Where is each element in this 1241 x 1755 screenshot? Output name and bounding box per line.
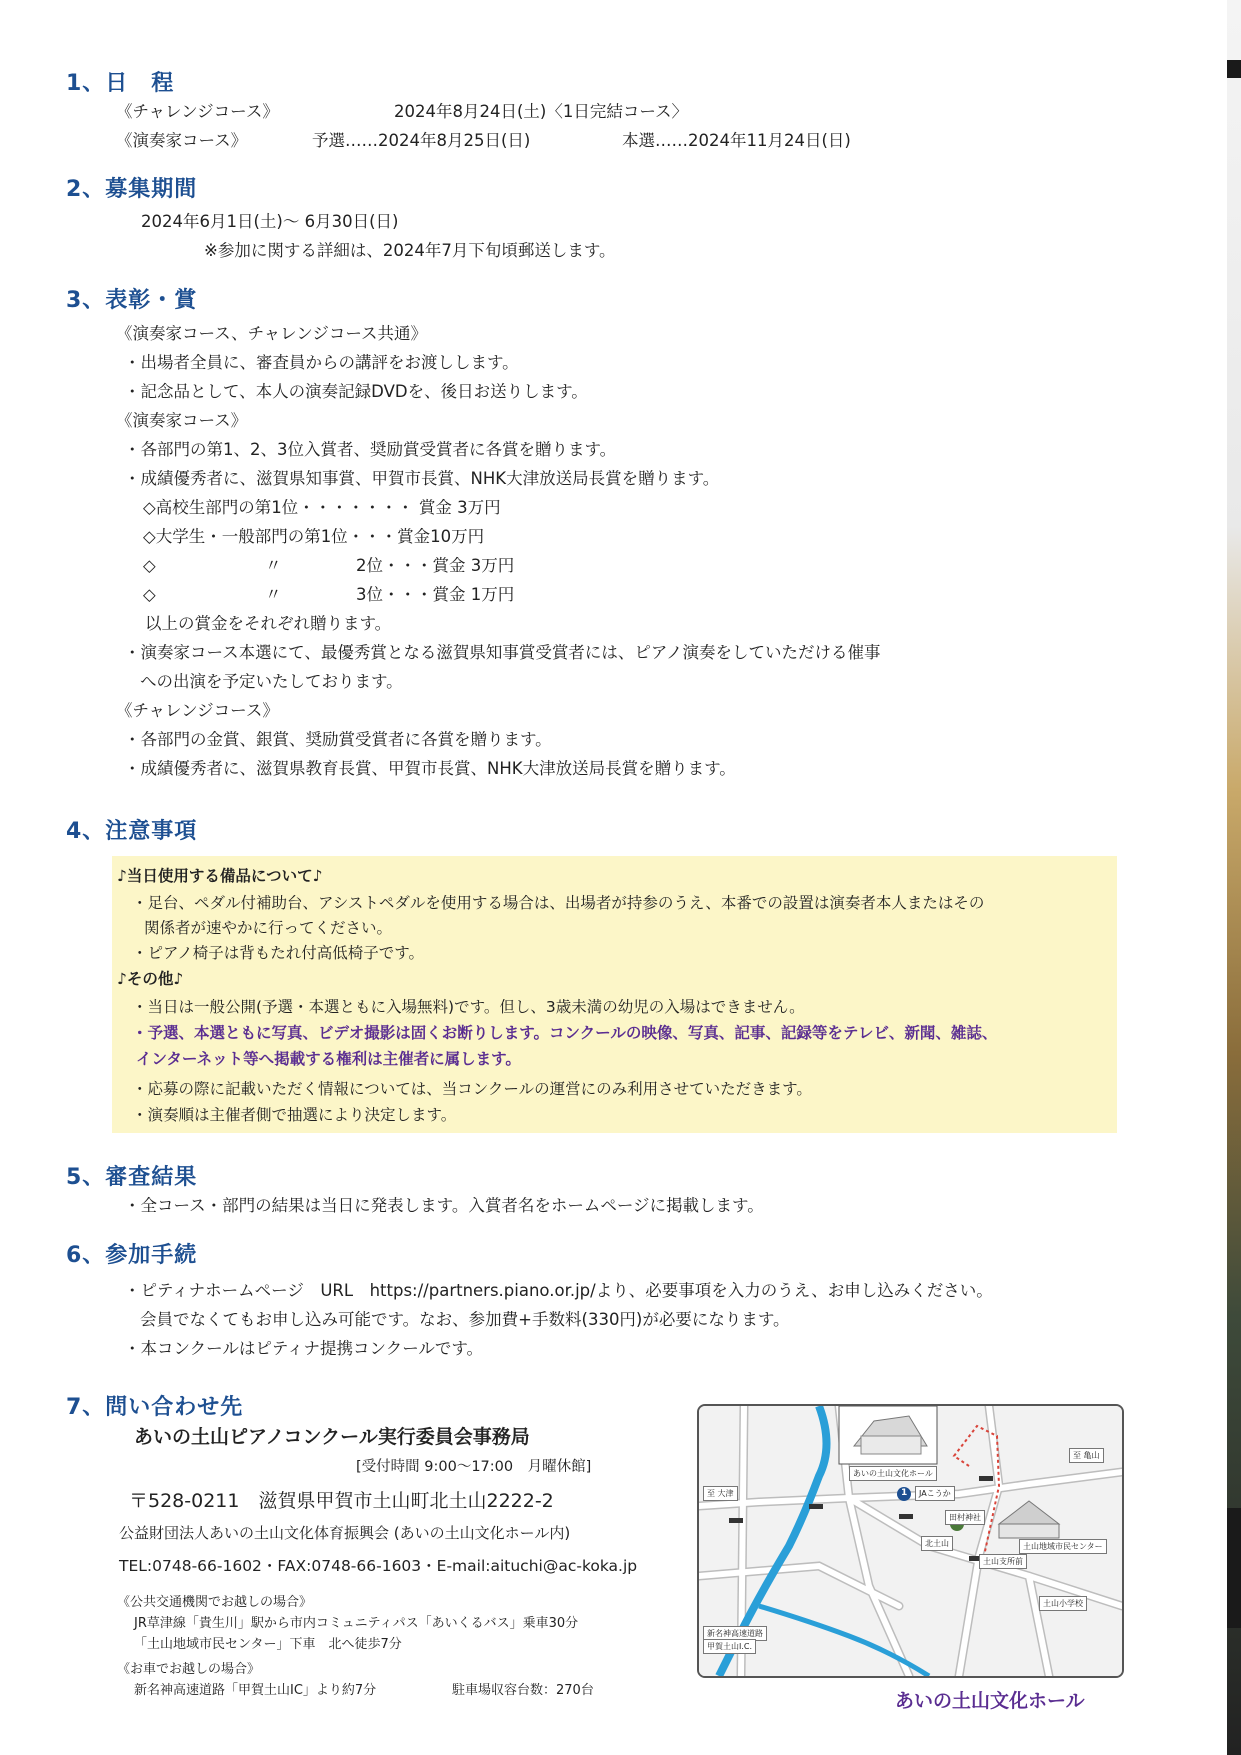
map-label-kitatsuchiyama: 北土山	[921, 1536, 953, 1551]
awards-challenge-item: ・各部門の金賞、銀賞、奨励賞受賞者に各賞を贈ります。	[124, 730, 552, 749]
application-note: ※参加に関する詳細は、2024年7月下旬頃郵送します。	[204, 241, 616, 260]
hall-building-icon	[861, 1436, 921, 1454]
performer-course-label: 《演奏家コース》	[116, 131, 248, 150]
map-label-hall: あいの土山文化ホール	[849, 1466, 937, 1481]
equipment-item-cont: 関係者が速やかに行ってください。	[144, 919, 393, 937]
performer-prelim-date: 予選……2024年8月25日(日)	[312, 131, 531, 150]
prize-line: ◇高校生部門の第1位・・・・・・・ 賞金 3万円	[143, 498, 501, 517]
section-3-heading: 3、表彰・賞	[66, 288, 198, 313]
other-title: ♪その他♪	[117, 970, 184, 988]
route-number: 1	[901, 1488, 908, 1498]
prize-line-ditto: 〃	[265, 556, 282, 575]
page-edge-strip	[1227, 0, 1241, 1755]
map-label-school: 土山小学校	[1039, 1596, 1087, 1611]
equipment-item: ・足台、ペダル付補助台、アシストペダルを使用する場合は、出場者が持参のうえ、本番での設置は演奏者本人またはその	[132, 894, 985, 912]
page-edge-mark	[1227, 60, 1241, 78]
map-label-civic-center: 土山地域市民センター	[1019, 1539, 1107, 1554]
traffic-light-icon	[979, 1476, 993, 1481]
office-address: 〒528-0211 滋賀県甲賀市土山町北土山2222-2	[129, 1490, 554, 1512]
prize-line: ◇大学生・一般部門の第1位・・・賞金10万円	[143, 527, 485, 546]
map-label-station: 土山支所前	[979, 1554, 1027, 1569]
other-item: ・応募の際に記載いただく情報については、当コンクールの運営にのみ利用させていただきます。	[132, 1080, 812, 1098]
section-4-heading: 4、注意事項	[66, 819, 198, 844]
section-7-heading: 7、問い合わせ先	[66, 1395, 244, 1420]
equipment-item: ・ピアノ椅子は背もたれ付高低椅子です。	[132, 944, 425, 962]
map-label-west: 至 大津	[703, 1486, 738, 1501]
parking-line: 駐車場収容台数：270台	[452, 1683, 594, 1698]
map-caption: あいの土山文化ホール	[895, 1690, 1085, 1712]
prize-note: 以上の賞金をそれぞれ贈ります。	[145, 614, 392, 633]
map-label-shrine: 田村神社	[945, 1510, 985, 1525]
other-item: ・演奏順は主催者側で抽選により決定します。	[132, 1106, 457, 1124]
awards-common-item: ・出場者全員に、審査員からの講評をお渡しします。	[124, 353, 519, 372]
awards-performer-item: ・演奏家コース本選にて、最優秀賞となる滋賀県知事賞受賞者には、ピアノ演奏をしていただける催事	[124, 643, 881, 662]
office-hours: [受付時間 9:00～17:00 月曜休館]	[356, 1459, 592, 1475]
traffic-light-icon	[899, 1514, 913, 1519]
awards-common-item: ・記念品として、本人の演奏記録DVDを、後日お送りします。	[124, 382, 588, 401]
prize-line: 2位・・・賞金 3万円	[356, 556, 515, 575]
procedure-line: ・本コンクールはピティナ提携コンクールです。	[124, 1339, 484, 1358]
traffic-light-icon	[809, 1504, 823, 1509]
section-2-heading: 2、募集期間	[66, 177, 198, 202]
awards-performer-item: ・成績優秀者に、滋賀県知事賞、甲賀市長賞、NHK大津放送局長賞を贈ります。	[124, 469, 720, 488]
performer-final-date: 本選……2024年11月24日(日)	[622, 131, 851, 150]
results-line: ・全コース・部門の結果は当日に発表します。入賞者名をホームページに掲載します。	[124, 1196, 764, 1215]
prize-line-ditto: 〃	[265, 585, 282, 604]
procedure-line-cont: 会員でなくてもお申し込み可能です。なお、参加費+手数料(330円)が必要になります。	[140, 1310, 790, 1329]
awards-challenge-title: 《チャレンジコース》	[116, 701, 279, 720]
map-label-ja: JAこうか	[915, 1486, 955, 1501]
prize-line-diamond: ◇	[143, 556, 156, 575]
section-6-heading: 6、参加手続	[66, 1243, 198, 1268]
awards-performer-title: 《演奏家コース》	[116, 411, 248, 430]
challenge-course-label: 《チャレンジコース》	[116, 102, 279, 121]
transit-title: 《公共交通機関でお越しの場合》	[117, 1595, 313, 1610]
access-map	[697, 1404, 1124, 1678]
page-edge-mark	[1227, 1508, 1241, 1628]
procedure-line: ・ピティナホームページ URL https://partners.piano.or.jp/より、必要事項を入力のうえ、お申し込みください。	[124, 1281, 993, 1300]
map-label-east: 至 亀山	[1069, 1448, 1104, 1463]
map-label-ic: 新名神高速道路	[703, 1626, 767, 1641]
challenge-course-date: 2024年8月24日(土)〈1日完結コース〉	[394, 102, 689, 121]
photo-prohibition-notice: ・予選、本選ともに写真、ビデオ撮影は固くお断りします。コンクールの映像、写真、記事、記録等をテレビ、新聞、雑誌、	[132, 1024, 998, 1042]
section-1-heading: 1、日 程	[66, 71, 175, 96]
car-title: 《お車でお越しの場合》	[117, 1662, 261, 1677]
equipment-title: ♪当日使用する備品について♪	[117, 867, 323, 885]
office-name: あいの土山ピアノコンクール実行委員会事務局	[134, 1426, 530, 1448]
map-label-ic: 甲賀土山I.C.	[703, 1639, 756, 1654]
office-organization: 公益財団法人あいの土山文化体育振興会 (あいの土山文化ホール内)	[119, 1524, 571, 1542]
office-contact: TEL:0748-66-1602・FAX:0748-66-1603・E-mail:aituchi@ac-koka.jp	[119, 1557, 638, 1575]
photo-prohibition-notice-cont: インターネット等へ掲載する権利は主催者に属します。	[136, 1050, 521, 1068]
application-period: 2024年6月1日(土)～ 6月30日(日)	[141, 212, 399, 231]
section-5-heading: 5、審査結果	[66, 1165, 198, 1190]
transit-line: 「土山地域市民センター」下車 北へ徒歩7分	[134, 1637, 402, 1652]
car-line: 新名神高速道路「甲賀土山IC」より約7分	[134, 1683, 377, 1698]
civic-center-building-icon	[999, 1524, 1059, 1538]
awards-performer-item-cont: への出演を予定いたしております。	[140, 672, 403, 691]
traffic-light-icon	[729, 1518, 743, 1523]
awards-common-title: 《演奏家コース、チャレンジコース共通》	[116, 324, 428, 343]
awards-performer-item: ・各部門の第1、2、3位入賞者、奨励賞受賞者に各賞を贈ります。	[124, 440, 617, 459]
transit-line: JR草津線「貴生川」駅から市内コミュニティパス「あいくるバス」乗車30分	[134, 1616, 579, 1631]
prize-line: 3位・・・賞金 1万円	[356, 585, 515, 604]
awards-challenge-item: ・成績優秀者に、滋賀県教育長賞、甲賀市長賞、NHK大津放送局長賞を贈ります。	[124, 759, 736, 778]
other-item: ・当日は一般公開(予選・本選ともに入場無料)です。但し、3歳未満の幼児の入場はできません。	[132, 998, 805, 1016]
prize-line-diamond: ◇	[143, 585, 156, 604]
